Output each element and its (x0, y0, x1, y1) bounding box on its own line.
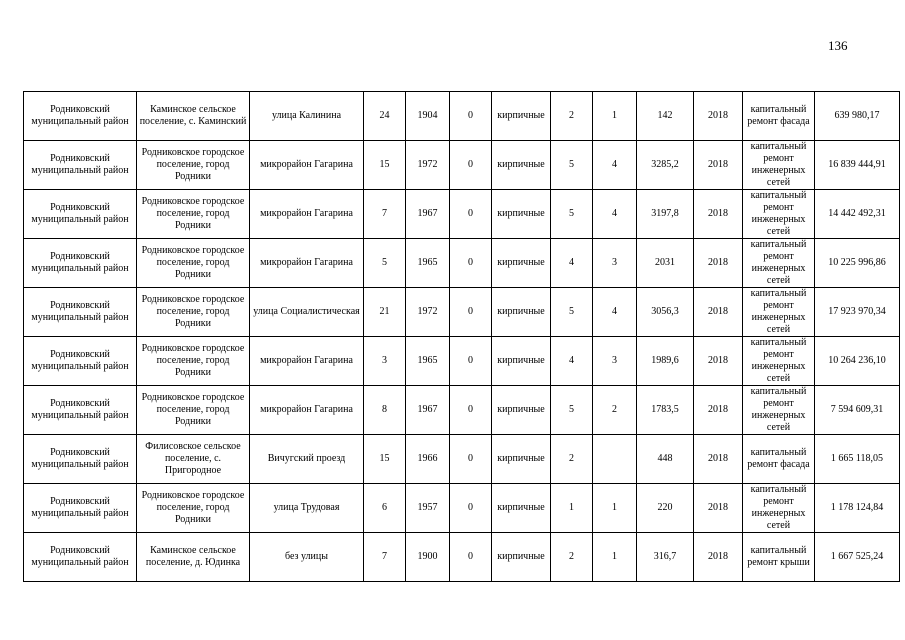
zero-value-cell: 0 (450, 484, 492, 533)
work-type-cell: капитальный ремонт инженерных сетей (743, 239, 815, 288)
table-row (24, 239, 900, 288)
zero-value-cell: 0 (450, 141, 492, 190)
zero-value-cell: 0 (450, 92, 492, 141)
entrances-cell: 4 (593, 141, 637, 190)
settlement-cell: Родниковское городское поселение, город Родники (137, 288, 250, 337)
floors-cell: 2 (551, 533, 593, 582)
wall-material-cell: кирпичные (492, 239, 551, 288)
build-year-cell: 1965 (406, 239, 450, 288)
entrances-cell: 1 (593, 484, 637, 533)
build-year-cell: 1967 (406, 386, 450, 435)
work-type-cell: капитальный ремонт крыши (743, 533, 815, 582)
zero-value-cell: 0 (450, 337, 492, 386)
plan-year-cell: 2018 (694, 386, 743, 435)
work-type-cell: капитальный ремонт инженерных сетей (743, 288, 815, 337)
area-cell: 448 (637, 435, 694, 484)
settlement-cell: Родниковское городское поселение, город Родники (137, 484, 250, 533)
entrances-cell: 4 (593, 288, 637, 337)
work-type-cell: капитальный ремонт инженерных сетей (743, 484, 815, 533)
house-number-cell: 15 (364, 141, 406, 190)
wall-material-cell: кирпичные (492, 92, 551, 141)
cost-cell: 7 594 609,31 (815, 386, 900, 435)
district-cell: Родниковский муниципальный район (24, 484, 137, 533)
cost-cell: 10 264 236,10 (815, 337, 900, 386)
settlement-cell: Родниковское городское поселение, город Родники (137, 386, 250, 435)
house-number-cell: 7 (364, 533, 406, 582)
street-cell: микрорайон Гагарина (250, 337, 364, 386)
floors-cell: 5 (551, 190, 593, 239)
plan-year-cell: 2018 (694, 435, 743, 484)
house-number-cell: 8 (364, 386, 406, 435)
district-cell: Родниковский муниципальный район (24, 239, 137, 288)
area-cell: 1989,6 (637, 337, 694, 386)
work-type-cell: капитальный ремонт инженерных сетей (743, 190, 815, 239)
plan-year-cell: 2018 (694, 337, 743, 386)
settlement-cell: Каминское сельское поселение, д. Юдинка (137, 533, 250, 582)
street-cell: улица Трудовая (250, 484, 364, 533)
cost-cell: 14 442 492,31 (815, 190, 900, 239)
build-year-cell: 1957 (406, 484, 450, 533)
plan-year-cell: 2018 (694, 92, 743, 141)
floors-cell: 5 (551, 141, 593, 190)
district-cell: Родниковский муниципальный район (24, 435, 137, 484)
area-cell: 2031 (637, 239, 694, 288)
street-cell: улица Социалистическая (250, 288, 364, 337)
settlement-cell: Каминское сельское поселение, с. Каминский (137, 92, 250, 141)
zero-value-cell: 0 (450, 386, 492, 435)
area-cell: 3285,2 (637, 141, 694, 190)
district-cell: Родниковский муниципальный район (24, 288, 137, 337)
build-year-cell: 1972 (406, 141, 450, 190)
entrances-cell: 3 (593, 337, 637, 386)
entrances-cell: 2 (593, 386, 637, 435)
settlement-cell: Родниковское городское поселение, город Родники (137, 141, 250, 190)
house-number-cell: 21 (364, 288, 406, 337)
wall-material-cell: кирпичные (492, 386, 551, 435)
settlement-cell: Филисовское сельское поселение, с. Пригородное (137, 435, 250, 484)
work-type-cell: капитальный ремонт инженерных сетей (743, 141, 815, 190)
zero-value-cell: 0 (450, 190, 492, 239)
table-row (24, 288, 900, 337)
zero-value-cell: 0 (450, 239, 492, 288)
work-type-cell: капитальный ремонт инженерных сетей (743, 386, 815, 435)
settlement-cell: Родниковское городское поселение, город Родники (137, 239, 250, 288)
registry-body (24, 92, 900, 582)
build-year-cell: 1900 (406, 533, 450, 582)
settlement-cell: Родниковское городское поселение, город Родники (137, 337, 250, 386)
table-row (24, 190, 900, 239)
house-number-cell: 6 (364, 484, 406, 533)
build-year-cell: 1966 (406, 435, 450, 484)
street-cell: микрорайон Гагарина (250, 141, 364, 190)
district-cell: Родниковский муниципальный район (24, 533, 137, 582)
entrances-cell: 4 (593, 190, 637, 239)
area-cell: 3197,8 (637, 190, 694, 239)
wall-material-cell: кирпичные (492, 337, 551, 386)
street-cell: улица Калинина (250, 92, 364, 141)
work-type-cell: капитальный ремонт фасада (743, 435, 815, 484)
cost-cell: 639 980,17 (815, 92, 900, 141)
floors-cell: 2 (551, 92, 593, 141)
wall-material-cell: кирпичные (492, 288, 551, 337)
work-type-cell: капитальный ремонт инженерных сетей (743, 337, 815, 386)
street-cell: микрорайон Гагарина (250, 386, 364, 435)
page-number: 136 (828, 38, 848, 53)
floors-cell: 1 (551, 484, 593, 533)
floors-cell: 2 (551, 435, 593, 484)
area-cell: 1783,5 (637, 386, 694, 435)
wall-material-cell: кирпичные (492, 533, 551, 582)
table-row (24, 533, 900, 582)
house-number-cell: 7 (364, 190, 406, 239)
cost-cell: 1 665 118,05 (815, 435, 900, 484)
plan-year-cell: 2018 (694, 288, 743, 337)
area-cell: 3056,3 (637, 288, 694, 337)
floors-cell: 5 (551, 386, 593, 435)
wall-material-cell: кирпичные (492, 190, 551, 239)
district-cell: Родниковский муниципальный район (24, 141, 137, 190)
district-cell: Родниковский муниципальный район (24, 190, 137, 239)
entrances-cell: 1 (593, 533, 637, 582)
plan-year-cell: 2018 (694, 533, 743, 582)
wall-material-cell: кирпичные (492, 141, 551, 190)
area-cell: 316,7 (637, 533, 694, 582)
district-cell: Родниковский муниципальный район (24, 337, 137, 386)
wall-material-cell: кирпичные (492, 435, 551, 484)
plan-year-cell: 2018 (694, 239, 743, 288)
repair-registry-table (23, 91, 900, 582)
cost-cell: 1 667 525,24 (815, 533, 900, 582)
street-cell: без улицы (250, 533, 364, 582)
build-year-cell: 1967 (406, 190, 450, 239)
street-cell: микрорайон Гагарина (250, 190, 364, 239)
floors-cell: 4 (551, 239, 593, 288)
house-number-cell: 3 (364, 337, 406, 386)
house-number-cell: 15 (364, 435, 406, 484)
floors-cell: 4 (551, 337, 593, 386)
entrances-cell: 1 (593, 92, 637, 141)
house-number-cell: 5 (364, 239, 406, 288)
build-year-cell: 1904 (406, 92, 450, 141)
build-year-cell: 1972 (406, 288, 450, 337)
zero-value-cell: 0 (450, 533, 492, 582)
entrances-cell: 3 (593, 239, 637, 288)
wall-material-cell: кирпичные (492, 484, 551, 533)
house-number-cell: 24 (364, 92, 406, 141)
table-row (24, 141, 900, 190)
plan-year-cell: 2018 (694, 484, 743, 533)
table-row (24, 337, 900, 386)
plan-year-cell: 2018 (694, 141, 743, 190)
area-cell: 220 (637, 484, 694, 533)
cost-cell: 16 839 444,91 (815, 141, 900, 190)
area-cell: 142 (637, 92, 694, 141)
table-row (24, 484, 900, 533)
build-year-cell: 1965 (406, 337, 450, 386)
floors-cell: 5 (551, 288, 593, 337)
table-row (24, 386, 900, 435)
table-row (24, 435, 900, 484)
entrances-cell (593, 435, 637, 484)
district-cell: Родниковский муниципальный район (24, 386, 137, 435)
street-cell: микрорайон Гагарина (250, 239, 364, 288)
plan-year-cell: 2018 (694, 190, 743, 239)
work-type-cell: капитальный ремонт фасада (743, 92, 815, 141)
zero-value-cell: 0 (450, 288, 492, 337)
cost-cell: 17 923 970,34 (815, 288, 900, 337)
cost-cell: 10 225 996,86 (815, 239, 900, 288)
zero-value-cell: 0 (450, 435, 492, 484)
district-cell: Родниковский муниципальный район (24, 92, 137, 141)
settlement-cell: Родниковское городское поселение, город Родники (137, 190, 250, 239)
table-row (24, 92, 900, 141)
cost-cell: 1 178 124,84 (815, 484, 900, 533)
street-cell: Вичугский проезд (250, 435, 364, 484)
